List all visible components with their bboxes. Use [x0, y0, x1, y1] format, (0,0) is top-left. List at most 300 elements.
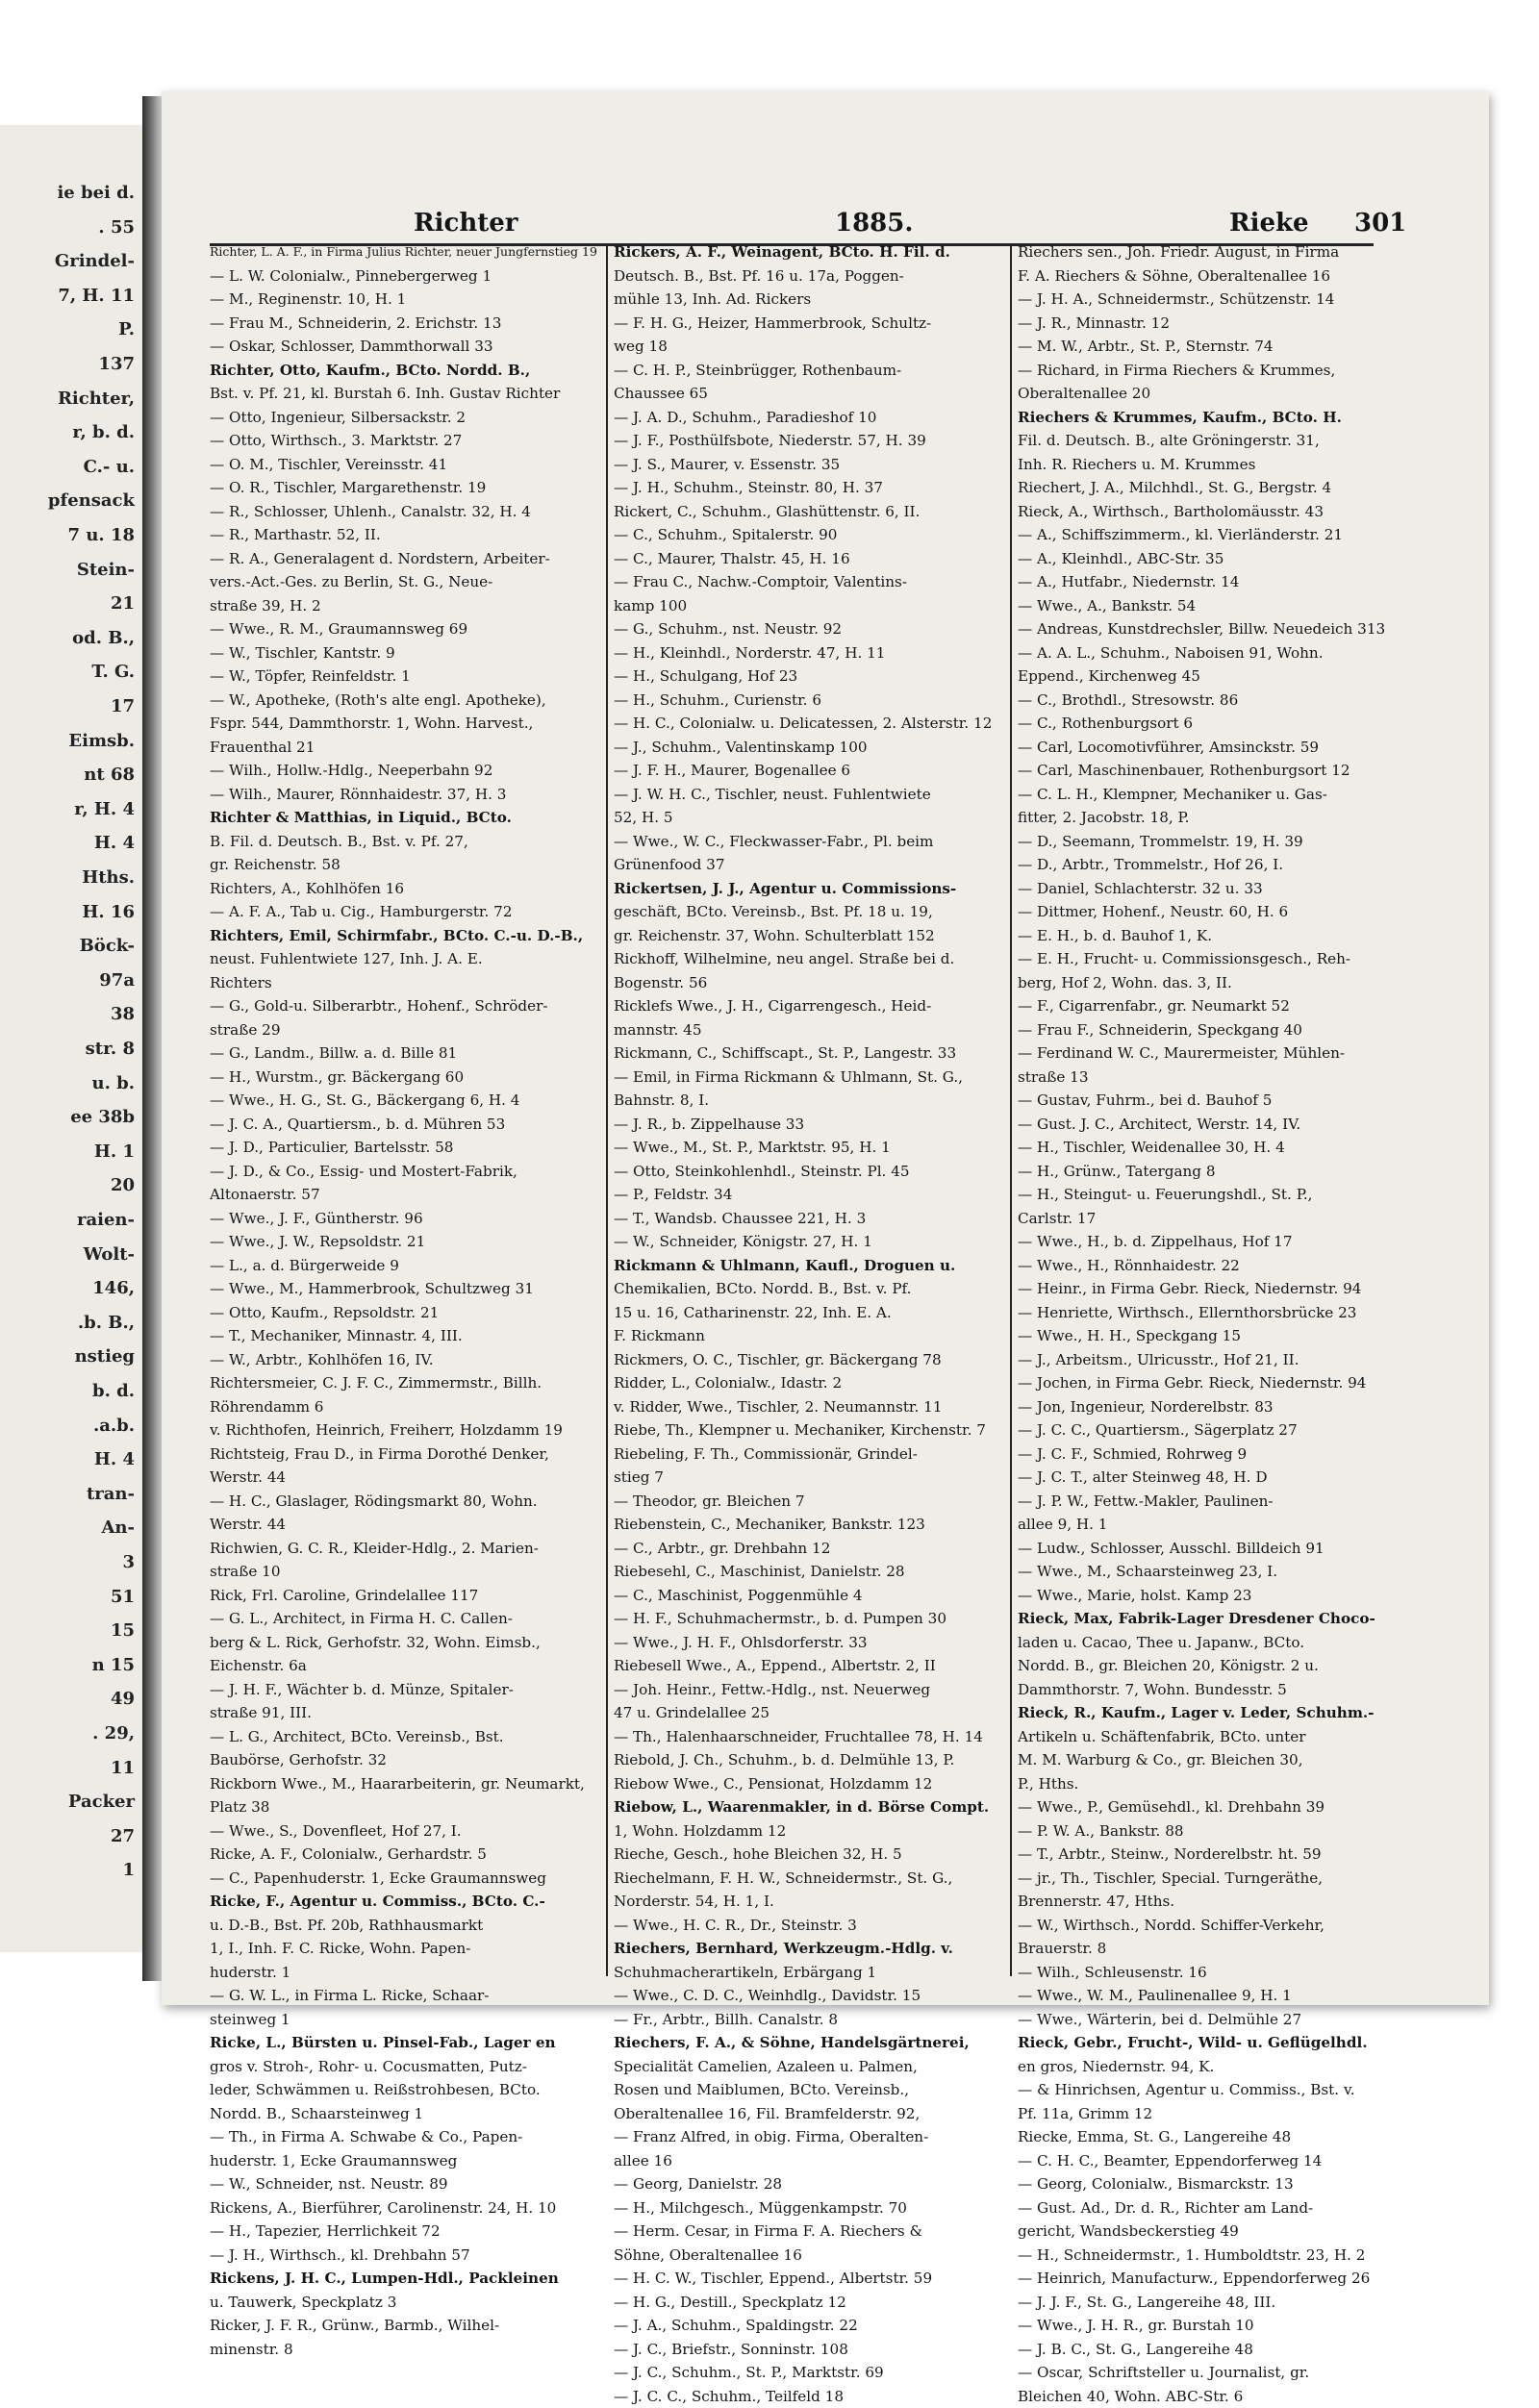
directory-entry: berg, Hof 2, Wohn. das. 3, II.: [1018, 971, 1412, 995]
directory-column-1: [210, 240, 604, 2361]
directory-entry: Rickert, C., Schuhm., Glashüttenstr. 6, II.: [614, 500, 1008, 524]
directory-entry: F. Rickmann: [614, 1324, 1008, 1348]
directory-entry: Richtsteig, Frau D., in Firma Dorothé Denker,: [210, 1442, 604, 1467]
directory-entry: — Herm. Cesar, in Firma F. A. Riechers &: [614, 2220, 1008, 2244]
directory-entry: — J. A. D., Schuhm., Paradieshof 10: [614, 406, 1008, 430]
directory-entry: Schuhmacherartikeln, Erbärgang 1: [614, 1961, 1008, 1985]
directory-entry: Riebe, Th., Klempner u. Mechaniker, Kirchenstr. 7: [614, 1418, 1008, 1442]
directory-entry: — E. H., Frucht- u. Commissionsgesch., Reh-: [1018, 947, 1412, 971]
directory-entry: 15 u. 16, Catharinenstr. 22, Inh. E. A.: [614, 1301, 1008, 1325]
directory-entry: gr. Reichenstr. 58: [210, 853, 604, 877]
directory-entry: — O. R., Tischler, Margarethenstr. 19: [210, 476, 604, 500]
left-page-fragment: .a.b.: [93, 1416, 135, 1437]
directory-entry: — D., Seemann, Trommelstr. 19, H. 39: [1018, 830, 1412, 854]
directory-entry: Richters: [210, 971, 604, 995]
directory-entry: — Wilh., Hollw.-Hdlg., Neeperbahn 92: [210, 759, 604, 783]
directory-entry: — W., Töpfer, Reinfeldstr. 1: [210, 665, 604, 689]
directory-entry: gericht, Wandsbeckerstieg 49: [1018, 2220, 1412, 2244]
directory-entry: — Wwe., W. C., Fleckwasser-Fabr., Pl. beim: [614, 830, 1008, 854]
directory-entry: — G. L., Architect, in Firma H. C. Callen-: [210, 1607, 604, 1631]
directory-entry: — E. H., b. d. Bauhof 1, K.: [1018, 924, 1412, 948]
directory-entry: Röhrendamm 6: [210, 1395, 604, 1419]
directory-entry: Frauenthal 21: [210, 736, 604, 760]
directory-entry: — Wwe., J. H. R., gr. Burstah 10: [1018, 2314, 1412, 2338]
directory-entry: — Wilh., Maurer, Rönnhaidestr. 37, H. 3: [210, 783, 604, 807]
directory-entry: Ricklefs Wwe., J. H., Cigarrengesch., Heid-: [614, 994, 1008, 1018]
directory-entry: — T., Wandsb. Chaussee 221, H. 3: [614, 1207, 1008, 1231]
directory-entry: Rickmers, O. C., Tischler, gr. Bäckergang 78: [614, 1348, 1008, 1372]
directory-entry: — J. C., Briefstr., Sonninstr. 108: [614, 2338, 1008, 2362]
left-page-fragment: .b. B.,: [78, 1313, 135, 1334]
left-page-fragment: n 15: [92, 1655, 135, 1676]
left-page-fragment: ee 38b: [70, 1107, 135, 1128]
previous-page-edge: [0, 125, 148, 1952]
column-divider: [606, 245, 608, 1976]
directory-entry: Inh. R. Riechers u. M. Krummes: [1018, 453, 1412, 477]
directory-entry: — Frau F., Schneiderin, Speckgang 40: [1018, 1018, 1412, 1042]
left-page-fragment: 15: [111, 1620, 135, 1642]
left-page-fragment: 51: [111, 1587, 135, 1608]
directory-entry: — J. C., Schuhm., St. P., Marktstr. 69: [614, 2361, 1008, 2385]
directory-entry: — J. R., Minnastr. 12: [1018, 312, 1412, 336]
directory-entry: — Heinrich, Manufacturw., Eppendorferweg 26: [1018, 2267, 1412, 2291]
directory-entry: Deutsch. B., Bst. Pf. 16 u. 17a, Poggen-: [614, 264, 1008, 288]
directory-entry: — Henriette, Wirthsch., Ellernthorsbrücke 23: [1018, 1301, 1412, 1325]
directory-entry: gros v. Stroh-, Rohr- u. Cocusmatten, Putz-: [210, 2055, 604, 2079]
header-left-word: Richter: [414, 209, 517, 238]
directory-entry: — P. W. A., Bankstr. 88: [1018, 1819, 1412, 1844]
directory-entry: — P., Feldstr. 34: [614, 1183, 1008, 1207]
directory-entry: — C., Maurer, Thalstr. 45, H. 16: [614, 547, 1008, 571]
directory-entry: Riechert, J. A., Milchhdl., St. G., Bergstr. 4: [1018, 476, 1412, 500]
directory-entry: — C. H. C., Beamter, Eppendorferweg 14: [1018, 2149, 1412, 2173]
left-page-fragment: 1: [122, 1860, 135, 1881]
directory-entry: — J. H. F., Wächter b. d. Münze, Spitaler-: [210, 1678, 604, 1702]
directory-entry: — A., Schiffszimmerm., kl. Vierländerstr. 21: [1018, 523, 1412, 547]
directory-entry: — L., a. d. Bürgerweide 9: [210, 1254, 604, 1278]
directory-entry: Brennerstr. 47, Hths.: [1018, 1890, 1412, 1914]
directory-entry: Fspr. 544, Dammthorstr. 1, Wohn. Harvest.,: [210, 712, 604, 736]
directory-entry: — Dittmer, Hohenf., Neustr. 60, H. 6: [1018, 900, 1412, 924]
directory-entry: — M., Reginenstr. 10, H. 1: [210, 288, 604, 312]
directory-entry-bold: Rieck, R., Kaufm., Lager v. Leder, Schuhm.-: [1018, 1701, 1412, 1725]
directory-entry: — Wwe., J. W., Repsoldstr. 21: [210, 1230, 604, 1254]
left-page-fragment: nt 68: [84, 765, 135, 786]
directory-entry: — J. H. A., Schneidermstr., Schützenstr. 14: [1018, 288, 1412, 312]
directory-entry: — J. C. C., Schuhm., Teilfeld 18: [614, 2385, 1008, 2408]
left-page-fragment: P.: [118, 319, 135, 340]
left-page-fragment: pfensack: [48, 490, 135, 512]
directory-entry: — J. H., Wirthsch., kl. Drehbahn 57: [210, 2244, 604, 2268]
directory-entry: Chemikalien, BCto. Nordd. B., Bst. v. Pf.: [614, 1277, 1008, 1301]
directory-entry: Rick, Frl. Caroline, Grindelallee 117: [210, 1584, 604, 1608]
directory-entry-bold: Richter & Matthias, in Liquid., BCto.: [210, 806, 604, 830]
directory-entry: — A. F. A., Tab u. Cig., Hamburgerstr. 72: [210, 900, 604, 924]
directory-entry: — H., Wurstm., gr. Bäckergang 60: [210, 1066, 604, 1090]
directory-entry: — Theodor, gr. Bleichen 7: [614, 1490, 1008, 1514]
left-page-fragment: Richter,: [58, 389, 135, 410]
left-page-fragment: b. d.: [92, 1381, 135, 1402]
directory-entry: — H. C., Glaslager, Rödingsmarkt 80, Wohn.: [210, 1490, 604, 1514]
directory-entry: kamp 100: [614, 594, 1008, 618]
left-page-fragment: 17: [111, 696, 135, 717]
directory-entry: en gros, Niedernstr. 94, K.: [1018, 2055, 1412, 2079]
directory-entry: Nordd. B., gr. Bleichen 20, Königstr. 2 u.: [1018, 1654, 1412, 1678]
directory-entry: — Otto, Kaufm., Repsoldstr. 21: [210, 1301, 604, 1325]
left-page-fragment: H. 16: [82, 902, 135, 923]
left-page-fragment: r, b. d.: [72, 422, 135, 443]
directory-entry: — Georg, Danielstr. 28: [614, 2172, 1008, 2196]
directory-entry-bold: Richters, Emil, Schirmfabr., BCto. C.-u. D.-B.,: [210, 924, 604, 948]
directory-entry: — J. F., Posthülfsbote, Niederstr. 57, H. 39: [614, 429, 1008, 453]
directory-entry: Richtersmeier, C. J. F. C., Zimmermstr., Billh.: [210, 1371, 604, 1395]
directory-entry: — J., Arbeitsm., Ulricusstr., Hof 21, II.: [1018, 1348, 1412, 1372]
directory-entry: Riebesehl, C., Maschinist, Danielstr. 28: [614, 1560, 1008, 1584]
directory-entry: Eichenstr. 6a: [210, 1654, 604, 1678]
directory-entry: Nordd. B., Schaarsteinweg 1: [210, 2102, 604, 2126]
left-page-fragment: 3: [122, 1552, 135, 1573]
book-spine: [142, 96, 162, 1981]
directory-entry: — Wwe., H. C. R., Dr., Steinstr. 3: [614, 1914, 1008, 1938]
directory-entry: — Franz Alfred, in obig. Firma, Oberalten-: [614, 2125, 1008, 2149]
left-page-fragment: An-: [101, 1518, 135, 1539]
directory-entry: — Daniel, Schlachterstr. 32 u. 33: [1018, 877, 1412, 901]
left-page-fragment: ie bei d.: [57, 183, 135, 204]
directory-entry: — T., Arbtr., Steinw., Norderelbstr. ht. 59: [1018, 1843, 1412, 1867]
directory-entry: — Wwe., A., Bankstr. 54: [1018, 594, 1412, 618]
directory-entry: — H., Milchgesch., Müggenkampstr. 70: [614, 2196, 1008, 2220]
directory-entry: — J. W. H. C., Tischler, neust. Fuhlentwiete: [614, 783, 1008, 807]
directory-entry: — C., Brothdl., Stresowstr. 86: [1018, 689, 1412, 713]
directory-entry: — Frau M., Schneiderin, 2. Erichstr. 13: [210, 312, 604, 336]
directory-entry: — & Hinrichsen, Agentur u. Commiss., Bst. v.: [1018, 2078, 1412, 2102]
directory-entry: — H. C. W., Tischler, Eppend., Albertstr. 59: [614, 2267, 1008, 2291]
directory-entry: — C., Rothenburgsort 6: [1018, 712, 1412, 736]
directory-entry: — J. R., b. Zippelhause 33: [614, 1113, 1008, 1137]
directory-entry: Bahnstr. 8, I.: [614, 1089, 1008, 1113]
directory-entry: weg 18: [614, 335, 1008, 359]
directory-entry: — Wwe., S., Dovenfleet, Hof 27, I.: [210, 1819, 604, 1844]
directory-entry: — W., Schneider, Königstr. 27, H. 1: [614, 1230, 1008, 1254]
directory-entry: Carlstr. 17: [1018, 1207, 1412, 1231]
directory-entry: Rieche, Gesch., hohe Bleichen 32, H. 5: [614, 1843, 1008, 1867]
directory-entry: u. D.-B., Bst. Pf. 20b, Rathhausmarkt: [210, 1914, 604, 1938]
directory-entry: straße 39, H. 2: [210, 594, 604, 618]
directory-entry: fitter, 2. Jacobstr. 18, P.: [1018, 806, 1412, 830]
directory-entry: — W., Wirthsch., Nordd. Schiffer-Verkehr,: [1018, 1914, 1412, 1938]
left-page-fragment: 137: [98, 354, 135, 375]
left-page-fragment: r, H. 4: [74, 799, 135, 820]
directory-entry: — H. C., Colonialw. u. Delicatessen, 2. Alsterstr. 12: [614, 712, 1008, 736]
directory-entry: — Wwe., M., St. P., Marktstr. 95, H. 1: [614, 1136, 1008, 1160]
directory-entry-bold: Rieck, Gebr., Frucht-, Wild- u. Geflügelhdl.: [1018, 2031, 1412, 2055]
left-page-fragment: 21: [111, 593, 135, 615]
directory-entry: — Gustav, Fuhrm., bei d. Bauhof 5: [1018, 1089, 1412, 1113]
directory-entry: — A., Hutfabr., Niedernstr. 14: [1018, 570, 1412, 594]
directory-entry: — Richard, in Firma Riechers & Krummes,: [1018, 359, 1412, 383]
directory-entry-bold: Rieck, Max, Fabrik-Lager Dresdener Choco-: [1018, 1607, 1412, 1631]
directory-entry: — Gust. Ad., Dr. d. R., Richter am Land-: [1018, 2196, 1412, 2220]
directory-entry: — Ludw., Schlosser, Ausschl. Billdeich 91: [1018, 1537, 1412, 1561]
directory-entry: Werstr. 44: [210, 1513, 604, 1537]
header-right-word: Rieke: [1229, 209, 1309, 238]
directory-entry: — jr., Th., Tischler, Special. Turngeräthe,: [1018, 1867, 1412, 1891]
directory-entry: Specialität Camelien, Azaleen u. Palmen,: [614, 2055, 1008, 2079]
directory-column-3: [1018, 240, 1412, 2408]
directory-entry: — W., Apotheke, (Roth's alte engl. Apotheke),: [210, 689, 604, 713]
directory-entry: laden u. Cacao, Thee u. Japanw., BCto.: [1018, 1631, 1412, 1655]
directory-entry-bold: Rickers, A. F., Weinagent, BCto. H. Fil. d.: [614, 240, 1008, 264]
directory-entry: Artikeln u. Schäftenfabrik, BCto. unter: [1018, 1725, 1412, 1749]
directory-entry: — A., Kleinhdl., ABC-Str. 35: [1018, 547, 1412, 571]
directory-entry: — Wwe., C. D. C., Weinhdlg., Davidstr. 15: [614, 1984, 1008, 2008]
directory-entry: — C. L. H., Klempner, Mechaniker u. Gas-: [1018, 783, 1412, 807]
directory-entry: — Joh. Heinr., Fettw.-Hdlg., nst. Neuerweg: [614, 1678, 1008, 1702]
directory-entry: — Th., Halenhaarschneider, Fruchtallee 78, H. 14: [614, 1725, 1008, 1749]
directory-entry: Grünenfood 37: [614, 853, 1008, 877]
left-page-fragment: 20: [111, 1175, 135, 1196]
directory-entry: straße 91, III.: [210, 1701, 604, 1725]
directory-entry: — J. C. C., Quartiersm., Sägerplatz 27: [1018, 1418, 1412, 1442]
directory-entry: — G. W. L., in Firma L. Ricke, Schaar-: [210, 1984, 604, 2008]
left-page-fragment: Eimsb.: [68, 731, 135, 752]
directory-entry: — H., Schneidermstr., 1. Humboldtstr. 23, H. 2: [1018, 2244, 1412, 2268]
directory-entry: — H. F., Schuhmachermstr., b. d. Pumpen 30: [614, 1607, 1008, 1631]
directory-entry: leder, Schwämmen u. Reißstrohbesen, BCto.: [210, 2078, 604, 2102]
left-page-fragment: T. G.: [91, 662, 135, 683]
directory-entry: 1, I., Inh. F. C. Ricke, Wohn. Papen-: [210, 1937, 604, 1961]
directory-entry: — J. B. C., St. G., Langereihe 48: [1018, 2338, 1412, 2362]
directory-entry: huderstr. 1: [210, 1961, 604, 1985]
directory-entry: — L. G., Architect, BCto. Vereinsb., Bst.: [210, 1725, 604, 1749]
left-page-fragment: Stein-: [77, 560, 135, 581]
directory-entry: B. Fil. d. Deutsch. B., Bst. v. Pf. 27,: [210, 830, 604, 854]
directory-entry: — H., Schulgang, Hof 23: [614, 665, 1008, 689]
directory-entry: — H., Steingut- u. Feuerungshdl., St. P.,: [1018, 1183, 1412, 1207]
directory-entry: — Otto, Ingenieur, Silbersackstr. 2: [210, 406, 604, 430]
directory-entry: Ricker, J. F. R., Grünw., Barmb., Wilhel-: [210, 2314, 604, 2338]
directory-entry: F. A. Riechers & Söhne, Oberaltenallee 16: [1018, 264, 1412, 288]
directory-entry: Pf. 11a, Grimm 12: [1018, 2102, 1412, 2126]
directory-entry: — Wwe., M., Schaarsteinweg 23, I.: [1018, 1560, 1412, 1584]
directory-entry: — Heinr., in Firma Gebr. Rieck, Niedernstr. 94: [1018, 1277, 1412, 1301]
left-page-fragment: 7 u. 18: [68, 525, 135, 546]
directory-entry: — H., Grünw., Tatergang 8: [1018, 1160, 1412, 1184]
directory-entry-bold: Rickmann & Uhlmann, Kaufl., Droguen u.: [614, 1254, 1008, 1278]
directory-entry: huderstr. 1, Ecke Graumannsweg: [210, 2149, 604, 2173]
directory-entry: — Wilh., Schleusenstr. 16: [1018, 1961, 1412, 1985]
directory-entry: M. M. Warburg & Co., gr. Bleichen 30,: [1018, 1748, 1412, 1772]
directory-entry: — J. D., Particulier, Bartelsstr. 58: [210, 1136, 604, 1160]
directory-entry-bold: Ricke, F., Agentur u. Commiss., BCto. C.-: [210, 1890, 604, 1914]
directory-entry: straße 29: [210, 1018, 604, 1042]
directory-entry: Fil. d. Deutsch. B., alte Gröningerstr. 31,: [1018, 429, 1412, 453]
directory-entry: — W., Tischler, Kantstr. 9: [210, 641, 604, 665]
directory-entry: — R., Marthastr. 52, II.: [210, 523, 604, 547]
directory-entry: mannstr. 45: [614, 1018, 1008, 1042]
directory-entry-bold: Ricke, L., Bürsten u. Pinsel-Fab., Lager en: [210, 2031, 604, 2055]
directory-entry: 1, Wohn. Holzdamm 12: [614, 1819, 1008, 1844]
directory-entry: Riebow Wwe., C., Pensionat, Holzdamm 12: [614, 1772, 1008, 1796]
left-page-fragment: 146,: [92, 1278, 135, 1299]
left-page-fragment: raien-: [77, 1210, 135, 1231]
directory-entry: Oberaltenallee 16, Fil. Bramfelderstr. 92,: [614, 2102, 1008, 2126]
directory-entry: — G., Landm., Billw. a. d. Bille 81: [210, 1041, 604, 1066]
left-page-fragment: 97a: [99, 970, 135, 991]
left-page-fragment: H. 4: [94, 1449, 135, 1470]
directory-entry: — Otto, Steinkohlenhdl., Steinstr. Pl. 45: [614, 1160, 1008, 1184]
left-page-fragment: od. B.,: [72, 628, 135, 649]
left-page-fragment: nstieg: [75, 1346, 135, 1367]
directory-entry: v. Richthofen, Heinrich, Freiherr, Holzdamm 19: [210, 1418, 604, 1442]
directory-entry: — Th., in Firma A. Schwabe & Co., Papen-: [210, 2125, 604, 2149]
directory-entry: — Wwe., P., Gemüsehdl., kl. Drehbahn 39: [1018, 1795, 1412, 1819]
directory-entry: — J. C. F., Schmied, Rohrweg 9: [1018, 1442, 1412, 1467]
left-page-fragment: u. b.: [92, 1073, 135, 1094]
directory-entry: minenstr. 8: [210, 2338, 604, 2362]
directory-entry: — D., Arbtr., Trommelstr., Hof 26, I.: [1018, 853, 1412, 877]
directory-entry: 47 u. Grindelallee 25: [614, 1701, 1008, 1725]
directory-entry: Platz 38: [210, 1795, 604, 1819]
directory-entry: Rickens, A., Bierführer, Carolinenstr. 24, H. 10: [210, 2196, 604, 2220]
directory-entry: — J. C. T., alter Steinweg 48, H. D: [1018, 1466, 1412, 1490]
directory-entry: — Wwe., H. G., St. G., Bäckergang 6, H. 4: [210, 1089, 604, 1113]
directory-entry: — H., Tapezier, Herrlichkeit 72: [210, 2220, 604, 2244]
directory-entry: — M. W., Arbtr., St. P., Sternstr. 74: [1018, 335, 1412, 359]
directory-entry: Werstr. 44: [210, 1466, 604, 1490]
directory-entry: Chaussee 65: [614, 382, 1008, 406]
directory-entry: Rickborn Wwe., M., Haararbeiterin, gr. Neumarkt,: [210, 1772, 604, 1796]
directory-entry: — H. G., Destill., Speckplatz 12: [614, 2291, 1008, 2315]
directory-entry: — J. C. A., Quartiersm., b. d. Mühren 53: [210, 1113, 604, 1137]
directory-entry-bold: Riechers, F. A., & Söhne, Handelsgärtnerei,: [614, 2031, 1008, 2055]
left-page-fragment: Packer: [68, 1792, 135, 1813]
directory-entry: Bleichen 40, Wohn. ABC-Str. 6: [1018, 2385, 1412, 2408]
left-page-fragment: 7, H. 11: [58, 286, 135, 307]
directory-entry: Ridder, L., Colonialw., Idastr. 2: [614, 1371, 1008, 1395]
directory-column-2: [614, 240, 1008, 2408]
left-page-fragment: H. 1: [94, 1141, 135, 1163]
directory-entry: Bst. v. Pf. 21, kl. Burstah 6. Inh. Gustav Richter: [210, 382, 604, 406]
directory-page: [162, 91, 1489, 2005]
directory-entry: — J., Schuhm., Valentinskamp 100: [614, 736, 1008, 760]
directory-entry: — Andreas, Kunstdrechsler, Billw. Neuedeich 313: [1018, 617, 1412, 641]
directory-entry: — J. F. H., Maurer, Bogenallee 6: [614, 759, 1008, 783]
directory-entry: — H., Schuhm., Curienstr. 6: [614, 689, 1008, 713]
directory-entry: vers.-Act.-Ges. zu Berlin, St. G., Neue-: [210, 570, 604, 594]
directory-entry: Riebold, J. Ch., Schuhm., b. d. Delmühle 13, P.: [614, 1748, 1008, 1772]
directory-entry: — Oscar, Schriftsteller u. Journalist, gr.: [1018, 2361, 1412, 2385]
left-page-fragment: Grindel-: [55, 251, 135, 272]
directory-entry: — Jon, Ingenieur, Norderelbstr. 83: [1018, 1395, 1412, 1419]
directory-entry: u. Tauwerk, Speckplatz 3: [210, 2291, 604, 2315]
directory-entry: Söhne, Oberaltenallee 16: [614, 2244, 1008, 2268]
directory-entry: Riechelmann, F. H. W., Schneidermstr., St. G.,: [614, 1867, 1008, 1891]
directory-entry: — Wwe., H., Rönnhaidestr. 22: [1018, 1254, 1412, 1278]
left-page-fragment: . 55: [98, 217, 135, 238]
directory-entry: — R. A., Generalagent d. Nordstern, Arbeiter-: [210, 547, 604, 571]
directory-entry: — Emil, in Firma Rickmann & Uhlmann, St. G.,: [614, 1066, 1008, 1090]
directory-entry: — C., Arbtr., gr. Drehbahn 12: [614, 1537, 1008, 1561]
directory-entry: — Wwe., W. M., Paulinenallee 9, H. 1: [1018, 1984, 1412, 2008]
directory-entry: Richters, A., Kohlhöfen 16: [210, 877, 604, 901]
directory-entry: — Ferdinand W. C., Maurermeister, Mühlen-: [1018, 1041, 1412, 1066]
directory-entry: Oberaltenallee 20: [1018, 382, 1412, 406]
directory-entry: — C., Papenhuderstr. 1, Ecke Graumannsweg: [210, 1867, 604, 1891]
directory-entry-bold: Riebow, L., Waarenmakler, in d. Börse Compt.: [614, 1795, 1008, 1819]
left-page-fragment: str. 8: [86, 1039, 135, 1060]
left-page-fragment: Böck-: [80, 936, 135, 957]
directory-entry: — Wwe., R. M., Graumannsweg 69: [210, 617, 604, 641]
directory-entry: — W., Arbtr., Kohlhöfen 16, IV.: [210, 1348, 604, 1372]
directory-entry: — H., Kleinhdl., Norderstr. 47, H. 11: [614, 641, 1008, 665]
directory-entry: allee 16: [614, 2149, 1008, 2173]
directory-entry-bold: Rickens, J. H. C., Lumpen-Hdl., Packleinen: [210, 2267, 604, 2291]
directory-entry: — Georg, Colonialw., Bismarckstr. 13: [1018, 2172, 1412, 2196]
directory-entry: — R., Schlosser, Uhlenh., Canalstr. 32, H. 4: [210, 500, 604, 524]
directory-entry: — Wwe., J. H. F., Ohlsdorferstr. 33: [614, 1631, 1008, 1655]
directory-entry: Dammthorstr. 7, Wohn. Bundesstr. 5: [1018, 1678, 1412, 1702]
directory-entry: v. Ridder, Wwe., Tischler, 2. Neumannstr. 11: [614, 1395, 1008, 1419]
directory-entry: — J. P. W., Fettw.-Makler, Paulinen-: [1018, 1490, 1412, 1514]
directory-entry: — Frau C., Nachw.-Comptoir, Valentins-: [614, 570, 1008, 594]
directory-entry: allee 9, H. 1: [1018, 1513, 1412, 1537]
directory-entry: Ricke, A. F., Colonialw., Gerhardstr. 5: [210, 1843, 604, 1867]
directory-entry-bold: Riechers & Krummes, Kaufm., BCto. H.: [1018, 406, 1412, 430]
directory-entry: — J. S., Maurer, v. Essenstr. 35: [614, 453, 1008, 477]
page-number: 301: [1354, 209, 1406, 238]
column-divider: [1010, 245, 1012, 1976]
directory-entry: Brauerstr. 8: [1018, 1937, 1412, 1961]
directory-entry: — Wwe., H. H., Speckgang 15: [1018, 1324, 1412, 1348]
directory-entry: — L. W. Colonialw., Pinnebergerweg 1: [210, 264, 604, 288]
directory-entry: steinweg 1: [210, 2008, 604, 2032]
directory-entry: geschäft, BCto. Vereinsb., Bst. Pf. 18 u. 19,: [614, 900, 1008, 924]
directory-entry: — F. H. G., Heizer, Hammerbrook, Schultz-: [614, 312, 1008, 336]
directory-entry: Riebenstein, C., Mechaniker, Bankstr. 123: [614, 1513, 1008, 1537]
directory-entry: — F., Cigarrenfabr., gr. Neumarkt 52: [1018, 994, 1412, 1018]
directory-entry: — C., Schuhm., Spitalerstr. 90: [614, 523, 1008, 547]
directory-entry: stieg 7: [614, 1466, 1008, 1490]
directory-entry: straße 10: [210, 1560, 604, 1584]
directory-entry: — W., Schneider, nst. Neustr. 89: [210, 2172, 604, 2196]
directory-entry: Eppend., Kirchenweg 45: [1018, 665, 1412, 689]
directory-entry: neust. Fuhlentwiete 127, Inh. J. A. E.: [210, 947, 604, 971]
directory-entry: — Wwe., Marie, holst. Kamp 23: [1018, 1584, 1412, 1608]
directory-entry: — C., Maschinist, Poggenmühle 4: [614, 1584, 1008, 1608]
directory-entry-bold: Rickertsen, J. J., Agentur u. Commissions-: [614, 877, 1008, 901]
directory-entry: Rickmann, C., Schiffscapt., St. P., Langestr. 33: [614, 1041, 1008, 1066]
directory-entry: — Wwe., H., b. d. Zippelhaus, Hof 17: [1018, 1230, 1412, 1254]
left-page-fragment: C.- u.: [84, 457, 135, 478]
directory-entry: gr. Reichenstr. 37, Wohn. Schulterblatt 152: [614, 924, 1008, 948]
directory-entry: — G., Schuhm., nst. Neustr. 92: [614, 617, 1008, 641]
directory-entry: 52, H. 5: [614, 806, 1008, 830]
directory-entry: — Wwe., J. F., Güntherstr. 96: [210, 1207, 604, 1231]
directory-entry: — Wwe., M., Hammerbrook, Schultzweg 31: [210, 1277, 604, 1301]
directory-entry: — J. H., Schuhm., Steinstr. 80, H. 37: [614, 476, 1008, 500]
directory-entry: — J. D., & Co., Essig- und Mostert-Fabrik,: [210, 1160, 604, 1184]
directory-entry: — Gust. J. C., Architect, Werstr. 14, IV.: [1018, 1113, 1412, 1137]
directory-entry: — G., Gold-u. Silberarbtr., Hohenf., Schröder-: [210, 994, 604, 1018]
directory-entry: Richwien, G. C. R., Kleider-Hdlg., 2. Marien-: [210, 1537, 604, 1561]
directory-entry: — T., Mechaniker, Minnastr. 4, III.: [210, 1324, 604, 1348]
left-page-fragment: Hths.: [82, 867, 135, 889]
directory-entry: Rosen und Maiblumen, BCto. Vereinsb.,: [614, 2078, 1008, 2102]
directory-entry: — Jochen, in Firma Gebr. Rieck, Niedernstr. 94: [1018, 1371, 1412, 1395]
directory-entry: berg & L. Rick, Gerhofstr. 32, Wohn. Eimsb.,: [210, 1631, 604, 1655]
header-year: 1885.: [835, 209, 913, 238]
